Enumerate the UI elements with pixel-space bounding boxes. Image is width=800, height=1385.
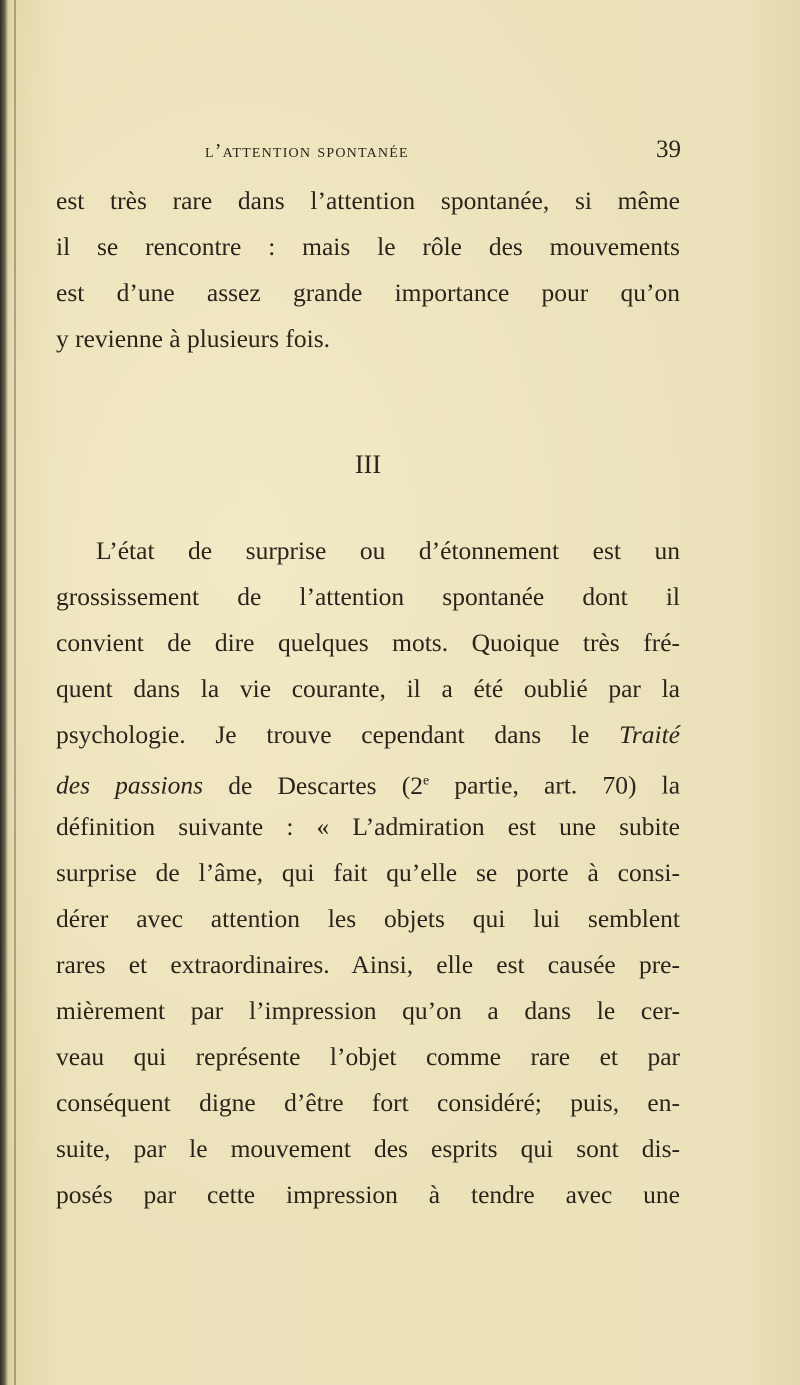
text-line: grossissement de l’attention spontanée dont il	[56, 582, 680, 611]
text-segment: psychologie. Je trouve cependant dans le	[56, 720, 590, 749]
text-line: conséquent digne d’être fort considéré; puis, en-	[56, 1088, 680, 1117]
text-line: suite, par le mouvement des esprits qui sont dis-	[56, 1134, 680, 1163]
binding-shadow	[0, 0, 8, 1385]
superscript: e	[423, 773, 430, 788]
work-title: des passions	[56, 770, 204, 800]
running-head	[205, 136, 681, 168]
text-line: quent dans la vie courante, il a été oublié par la	[56, 674, 680, 703]
running-title: l’attention spontanée	[205, 140, 409, 162]
text-line: est d’une assez grande importance pour qu’on	[56, 278, 680, 307]
text-line: rares et extraordinaires. Ainsi, elle est causée pre-	[56, 950, 680, 979]
text-line: il se rencontre : mais le rôle des mouvements	[56, 232, 680, 261]
section-number: III	[355, 450, 381, 479]
text-part: de Descartes (2	[228, 770, 423, 800]
text-segment	[228, 771, 429, 800]
text-line: L’état de surprise ou d’étonnement est un	[96, 536, 680, 565]
text-line: posés par cette impression à tendre avec une	[56, 1180, 680, 1209]
binding-line	[14, 0, 16, 1385]
text-line: convient de dire quelques mots. Quoique très fré-	[56, 628, 680, 657]
text-line: mièrement par l’impression qu’on a dans le cer-	[56, 996, 680, 1025]
text-line	[56, 718, 680, 752]
text-line: dérer avec attention les objets qui lui semblent	[56, 904, 680, 933]
text-line: y revienne à plusieurs fois.	[56, 324, 331, 353]
text-line: définition suivante : « L’admiration est une subite	[56, 812, 680, 841]
text-line: surprise de l’âme, qui fait qu’elle se porte à consi-	[56, 858, 680, 887]
page-number: 39	[656, 136, 681, 163]
text-line	[56, 764, 680, 803]
text-segment: partie, art. 70) la	[454, 770, 681, 800]
text-line: veau qui représente l’objet comme rare et par	[56, 1042, 680, 1071]
work-title: Traité	[619, 720, 680, 749]
text-line: est très rare dans l’attention spontanée, si même	[56, 186, 680, 215]
